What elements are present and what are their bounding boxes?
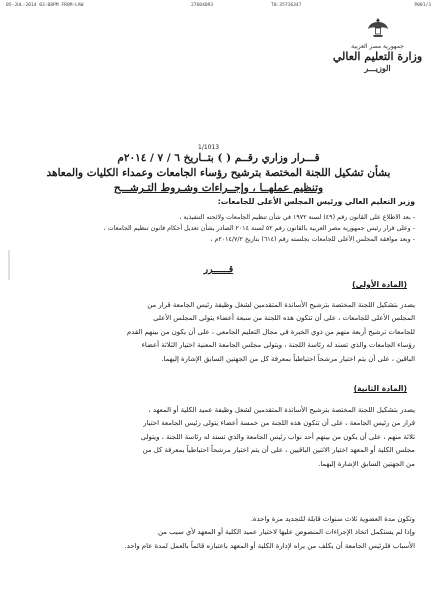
decision-heading: قــــــرر	[203, 265, 234, 275]
paragraph-line: المجلس الأعلى للجامعات ، على أن تتكون هذه اللجنة من سبعة أعضاء يتولى المجلس الأعلى	[153, 314, 415, 323]
closing-paragraph	[24, 513, 415, 553]
paragraph-line: من الجهتين السابق الإشارة إليهما.	[318, 459, 415, 468]
fax-number: 27604093	[191, 3, 214, 8]
reference-number: 1/1013	[198, 144, 220, 151]
recital-line: - وعلى قرار رئيس جمهورية مصر العربية بالقانون رقم ٥٢ لسنة ٢٠١٤ الصادر بشأن تعديل أحكام قانون تنظيم الجامعات ،	[103, 225, 415, 232]
title-line: وتنظيم عملهــا ، وإجــراءات وشـروط التـرشـــح	[113, 182, 324, 194]
paragraph-line: قرار من رئيس الجامعة ، على أن تتكون هذه اللجنة من خمسة أعضاء يتولى رئيس الجامعة اختيار	[143, 419, 415, 428]
paragraph-line: يصدر بتشكيل اللجنة المختصة بترشيح الأساتذة المتقدمين لشغل وظيفة عميد الكلية أو المعهد ،	[148, 406, 415, 414]
recital-line: - بعد الاطلاع على القانون رقم (٤٩) لسنة ١٩٧٢ في شأن تنظيم الجامعات ولائحته التنفيذية ،	[179, 214, 415, 221]
paragraph-line: وتكون مدة العضوية ثلاث سنوات قابلة للتجديد مرة واحدة.	[250, 515, 415, 523]
paragraph-line: للجامعات ترشيح أربعة منهم من ذوي الخبرة في مجال التعليم الجامعي ، على أن يكون من بينهم القدم	[127, 327, 415, 336]
paragraph-line: يصدر بتشكيل اللجنة المختصة بترشيح الأساتذة المتقدمين لشغل وظيفة رئيس الجامعة قرار من	[147, 301, 415, 309]
article-2-heading: (المادة الثانية)	[353, 384, 407, 393]
article-2-body	[24, 404, 415, 471]
paragraph-line: الأسباب فلرئيس الجامعة أن يكلف من يراه لإدارة الكلية أو المعهد باعتباره قائماً بالعمل لمدة عام واحد.	[124, 541, 415, 550]
fax-header	[6, 3, 431, 13]
title-line: قـــرار وزاري رقــم ( ) بتــاريخ ٦ / ٧ / ٢٠١٤م	[117, 152, 320, 164]
title-line: بشأن تشكيل اللجنة المختصة بترشيح رؤساء الجامعات وعمداء الكليات والمعاهد	[46, 167, 391, 179]
fax-page-number: P001/3	[414, 3, 431, 8]
paragraph-line: وإذا لم يستكمل اتخاذ الإجراءات المنصوص عليها لاختيار عميد الكلية أو المعهد لأي سبب من	[157, 528, 415, 537]
minister-title: الوزيـــر	[364, 63, 391, 73]
eagle-emblem-icon	[367, 16, 389, 38]
fax-date: 05-JUL-2014 03:08PM FROM-LAW	[6, 3, 84, 8]
letterhead	[330, 16, 425, 88]
decree-title	[30, 151, 407, 196]
fax-recipient-tel: T0:35716347	[271, 3, 302, 8]
article-1-body	[24, 299, 415, 366]
ministry-name: وزارة التعليم العالي	[332, 50, 423, 63]
country-name: جمهورية مصر العربية	[351, 43, 404, 50]
margin-mark	[6, 250, 12, 280]
recitals	[30, 212, 415, 245]
paragraph-line: رؤساء الجامعات والذي تسند له رئاسة اللجنة ، ويتولى مجلس الجامعة المعنية اختيار الثلاثة أعضاء	[141, 341, 415, 350]
paragraph-line: مجلس الكلية أو المعهد اختيار الاثنين الباقيين ، على أن يتم اختيار مرشحاً احتياطياً بمعرفة كل من	[142, 446, 415, 455]
paragraph-line: الباقين ، على أن يتم اختيار مرشحاً احتياطياً بمعرفة كل من الجهتين السابق الإشارة إليهما.	[161, 354, 415, 363]
paragraph-line: ثلاثة منهم ، على أن يكون من بينهم أحد نواب رئيس الجامعة والذي تسند له رئاسة اللجنة ، ويتولى	[140, 432, 415, 441]
recital-line: - وبعد موافقة المجلس الأعلى للجامعات بجلسته رقم (٦١٤) بتاريخ ٢٠١٤/٧/٢م ،	[210, 236, 415, 243]
article-1-heading: (المادة الأولى)	[352, 280, 407, 289]
addressee: وزير التعليم العالي ورئيس المجلس الأعلى للجامعات:	[217, 197, 415, 206]
